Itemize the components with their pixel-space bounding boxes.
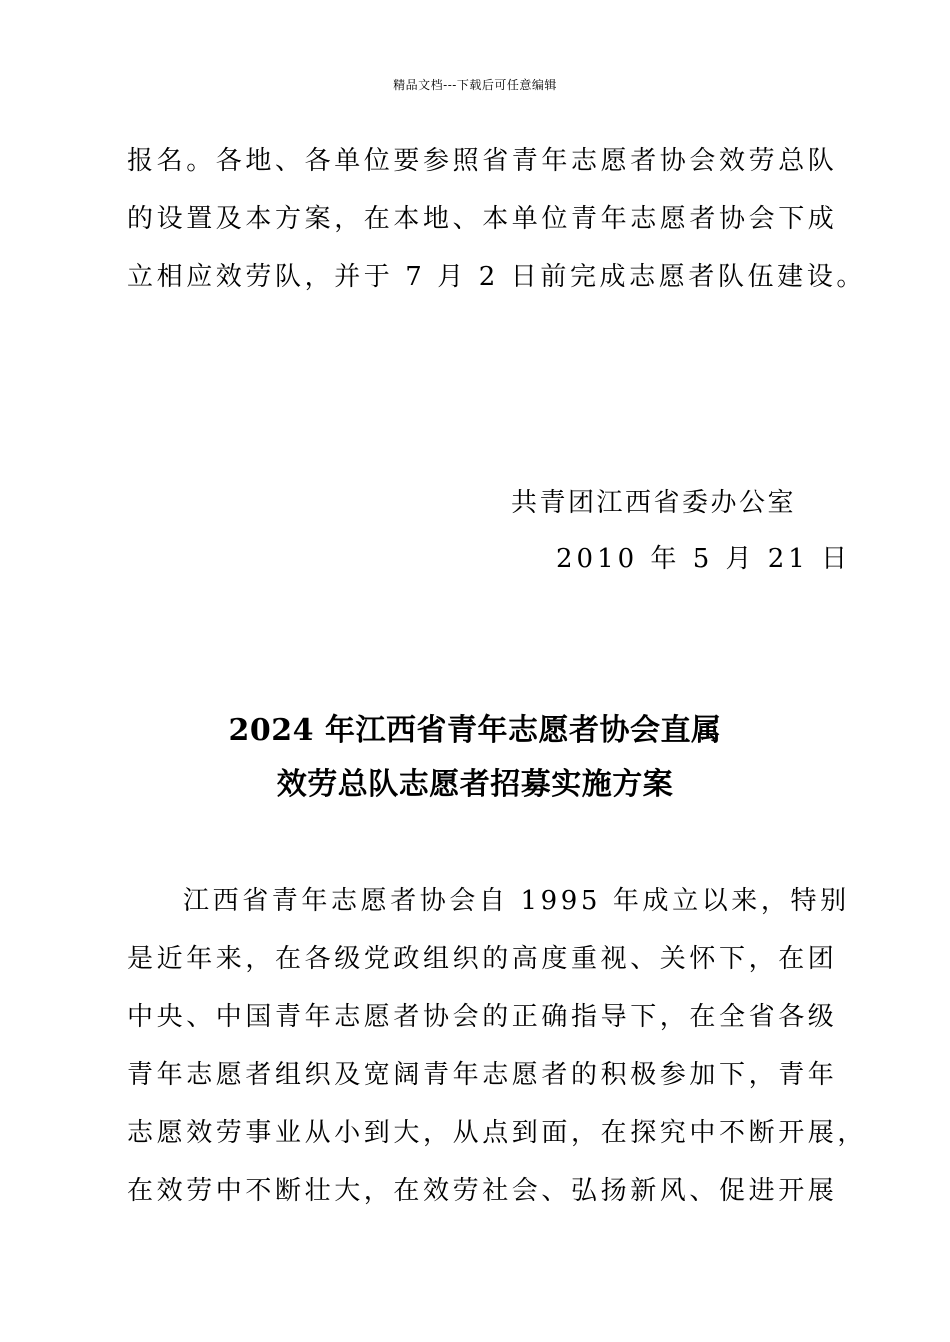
- body-paragraph-2: [127, 872, 868, 1220]
- paragraph-line: 青年志愿者组织及宽阔青年志愿者的积极参加下，青年: [127, 1060, 838, 1090]
- paragraph-line: 志愿效劳事业从小到大，从点到面，在探究中不断开展，: [127, 1118, 868, 1148]
- signature-date: 2010 年 5 月 21 日: [556, 544, 852, 574]
- title-line: 2024 年江西省青年志愿者协会直属: [228, 713, 722, 748]
- signature-organization: 共青团江西省委办公室: [511, 488, 797, 518]
- title-line: 效劳总队志愿者招募实施方案: [276, 767, 674, 802]
- paragraph-line: 中央、中国青年志愿者协会的正确指导下，在全省各级: [127, 1002, 838, 1032]
- page-header: 精品文档---下载后可任意编辑: [393, 78, 557, 92]
- paragraph-line: 立相应效劳队，并于 7 月 2 日前完成志愿者队伍建设。: [127, 262, 866, 292]
- paragraph-line: 的设置及本方案，在本地、本单位青年志愿者协会下成: [127, 204, 838, 234]
- paragraph-line: 江西省青年志愿者协会自 1995 年成立以来，特别: [183, 886, 850, 916]
- body-paragraph-1: [127, 132, 866, 306]
- document-title: [0, 704, 950, 812]
- paragraph-line: 是近年来，在各级党政组织的高度重视、关怀下，在团: [127, 944, 838, 974]
- paragraph-line: 在效劳中不断壮大，在效劳社会、弘扬新风、促进开展: [127, 1176, 838, 1206]
- paragraph-line: 报名。各地、各单位要参照省青年志愿者协会效劳总队: [127, 146, 838, 176]
